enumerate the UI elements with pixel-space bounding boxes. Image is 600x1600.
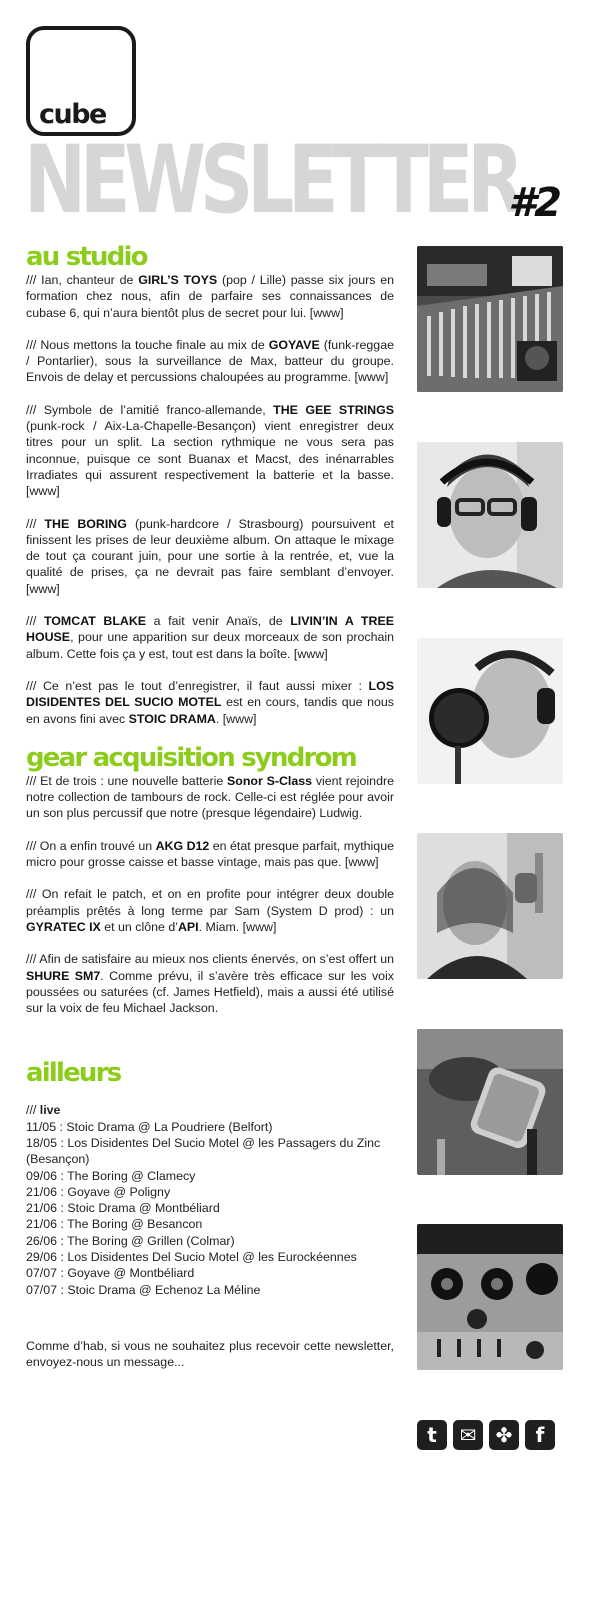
issue-number: #2 <box>508 180 560 226</box>
live-prefix: /// <box>26 1103 40 1118</box>
studio-items <box>26 272 394 727</box>
studio-item <box>26 337 394 386</box>
newsletter-title: NEWSLETTER <box>24 126 519 235</box>
bold-text: LOS DISIDENTES DEL SUCIO MOTEL <box>26 678 394 710</box>
body-text: /// <box>26 516 45 531</box>
preamp-knobs-photo <box>417 1224 563 1370</box>
body-text: /// Afin de satisfaire au mieux nos clients énervés, on s’est offert un <box>26 952 394 967</box>
bold-text: TOMCAT BLAKE <box>43 614 147 629</box>
bold-text: Sonor S-Class <box>227 773 313 788</box>
bold-text: THE GEE STRINGS <box>273 402 394 417</box>
newsletter-content <box>26 240 394 1387</box>
body-text: /// On refait le patch, et on en profite pour intégrer deux double préamplis prêtés à long terme par Sam (System D prod) : un <box>26 887 394 918</box>
bold-text: AKG D12 <box>155 838 210 853</box>
body-text: . Comme prévu, il s’avère très efficace sur les voix poussées ou saturées (cf. James Hetfield), mais a aussi été utilisé sur la voix de feu Michael Jackson. <box>26 968 395 1016</box>
body-text: /// Et de trois : une nouvelle batterie <box>26 773 228 788</box>
bold-text: GOYAVE <box>268 337 320 352</box>
body-text: (pop / Lille) passe six jours en formation chez nous, afin de parfaire ses connaissances de cubase 6, qui n’aura bientôt plus de secret pour lui. [www] <box>26 273 394 320</box>
body-text: /// Symbole de l’amitié franco-allemande, <box>26 402 274 417</box>
live-date: 29/06 : Los Disidentes Del Sucio Motel @ les Eurockéennes <box>26 1250 357 1265</box>
unsubscribe-note: Comme d’hab, si vous ne souhaitez plus recevoir cette newsletter, envoyez-nous un message... <box>26 1338 394 1370</box>
facebook-icon[interactable]: f <box>525 1420 555 1450</box>
gear-items <box>26 773 394 1017</box>
live-label: live <box>39 1103 61 1118</box>
live-heading <box>26 1102 394 1118</box>
preamp-icon <box>417 1224 563 1370</box>
mixing-console-icon <box>417 246 563 392</box>
body-text: . [www] <box>215 711 257 726</box>
shure-microphone-photo <box>417 1029 563 1175</box>
social-icons <box>417 1420 555 1450</box>
body-text: . Miam. [www] <box>198 919 277 934</box>
section-title-ailleurs: ailleurs <box>26 1058 121 1089</box>
cube-logo <box>26 26 136 136</box>
singer-at-pop-filter-photo <box>417 638 563 784</box>
live-date: 26/06 : The Boring @ Grillen (Colmar) <box>26 1233 235 1248</box>
studio-item <box>26 272 394 321</box>
live-date: 21/06 : Goyave @ Poligny <box>26 1184 171 1199</box>
gear-item <box>26 886 394 935</box>
gear-item <box>26 773 394 822</box>
bold-text: STOIC DRAMA <box>128 711 216 726</box>
bold-text: GYRATEC IX <box>26 919 101 934</box>
section-title-studio: au studio <box>26 242 147 272</box>
person-microphone-icon <box>417 638 563 784</box>
live-date: 21/06 : Stoic Drama @ Montbéliard <box>26 1201 220 1216</box>
bold-text: THE BORING <box>44 516 127 531</box>
body-text: /// Ce n’est pas le tout d’enregistrer, il faut aussi mixer : <box>26 678 369 693</box>
body-text: /// On a enfin trouvé un <box>26 838 156 853</box>
bold-text: LIVIN’IN A TREE HOUSE <box>26 614 394 645</box>
gear-item <box>26 951 394 1016</box>
person-headphones-icon <box>417 833 563 979</box>
section-title-gear: gear acquisition syndrom <box>26 742 356 773</box>
body-text: (punk-hardcore / Strasbourg) poursuivent et finissent les prises de leur deuxième album. On attaque le mixage de tout ça courant juin, pour une sortie à la rentrée, et, vue la qualité de prises, ça ne devrait pas faire semblant d’envoyer. [www] <box>26 516 394 596</box>
studio-item <box>26 516 394 597</box>
body-text: /// Ian, chanteur de <box>26 273 139 287</box>
bold-text: SHURE SM7 <box>26 968 101 983</box>
myspace-icon[interactable]: ✤ <box>489 1420 519 1450</box>
body-text: /// <box>26 614 44 629</box>
studio-item <box>26 613 394 662</box>
mixing-console-photo <box>417 246 563 392</box>
bold-text: GIRL’S TOYS <box>138 273 218 287</box>
bold-text: API <box>177 919 199 934</box>
live-date: 18/05 : Los Disidentes Del Sucio Motel @ les Passagers du Zinc (Besançon) <box>26 1135 381 1167</box>
body-text: est en cours, tandis que nous en avons fini avec <box>26 695 394 726</box>
logo-text: cube <box>39 99 106 130</box>
person-headphones-icon <box>417 442 563 588</box>
studio-item <box>26 402 394 500</box>
live-block <box>26 1102 394 1298</box>
body-text: vient rejoindre notre collection de tambours de rock. Celle-ci est réglée pour avoir un son plus percussif que notre (presque légendaire) Ludwig. <box>26 773 394 821</box>
woman-with-headphones-photo <box>417 833 563 979</box>
gear-item <box>26 838 394 871</box>
microphone-icon <box>417 1029 563 1175</box>
section-gear <box>26 743 394 1017</box>
body-text: en état presque parfait, mythique micro pour grosse caisse et basse vintage, mais pas que. [www] <box>26 838 394 870</box>
live-dates-list <box>26 1119 394 1298</box>
body-text: et un clône d’ <box>100 919 178 934</box>
email-icon[interactable]: ✉ <box>453 1420 483 1450</box>
live-date: 09/06 : The Boring @ Clamecy <box>26 1168 196 1183</box>
twitter-icon[interactable]: t <box>417 1420 447 1450</box>
body-text: (punk-rock / Aix-La-Chapelle-Besançon) vient enregistrer deux titres pour un split. La section rythmique ne vous sera pas inconnue, puisque ce sont Buanax et Macst, des inénarrables Irradiates qui assurent respectivement la batterie et la basse. [www] <box>26 419 394 499</box>
section-au-studio <box>26 242 394 727</box>
body-text: , pour une apparition sur deux morceaux de son prochain album. Cette fois ça y est, tout est dans la boîte. [www] <box>26 630 394 661</box>
singer-with-headphones-photo <box>417 442 563 588</box>
body-text: a fait venir Anaïs, de <box>146 614 291 629</box>
live-date: 07/07 : Goyave @ Montbéliard <box>26 1266 195 1281</box>
body-text: (funk-reggae / Pontarlier), sous la surveillance de Max, batteur du groupe. Envois de delay et percussions chaloupées au programme. [www] <box>26 337 394 385</box>
live-date: 07/07 : Stoic Drama @ Echenoz La Méline <box>26 1282 261 1297</box>
studio-item <box>26 678 394 727</box>
live-date: 11/05 : Stoic Drama @ La Poudriere (Belfort) <box>26 1119 273 1134</box>
body-text: /// Nous mettons la touche finale au mix de <box>26 337 269 352</box>
live-date: 21/06 : The Boring @ Besancon <box>26 1217 203 1232</box>
section-ailleurs <box>26 1058 394 1370</box>
